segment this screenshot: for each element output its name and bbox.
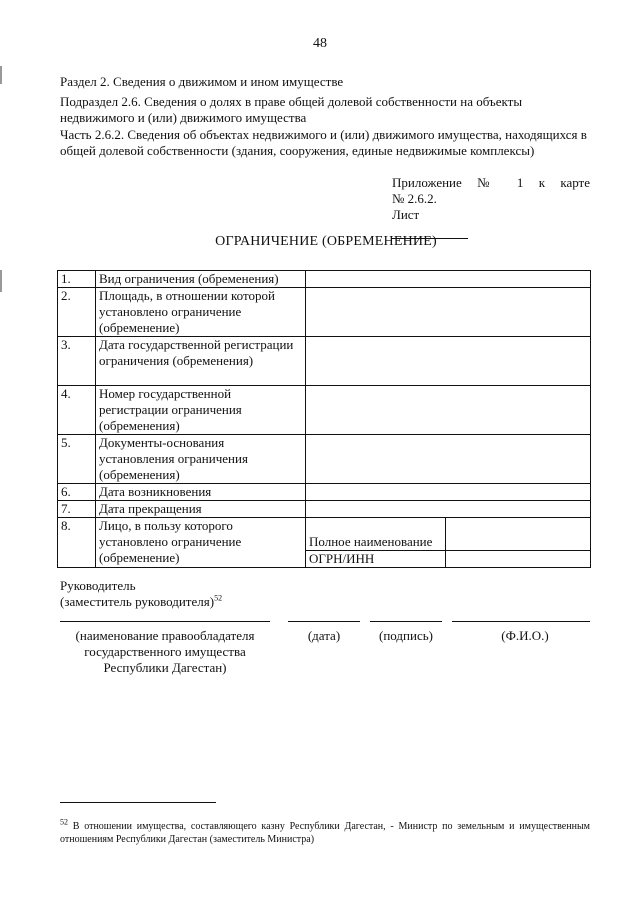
appendix-line-1: Приложение № 1 к карте [392, 175, 590, 190]
sign-caption: (подпись) [379, 628, 433, 643]
value-cell[interactable] [306, 501, 591, 518]
row-label: Площадь, в отношении которой установлено ограничение (обременение) [96, 288, 306, 337]
row-label: Вид ограничения (обременения) [96, 271, 306, 288]
holder-line[interactable] [60, 621, 270, 622]
row-number: 3. [58, 337, 96, 386]
row-number: 1. [58, 271, 96, 288]
table-row [58, 271, 591, 288]
table-row [58, 501, 591, 518]
signatory-deputy: (заместитель руководителя)$^{52}$ [60, 593, 223, 609]
value-cell[interactable] [306, 271, 591, 288]
sub-label-ogrn-inn: ОГРН/ИНН [306, 551, 446, 568]
value-cell[interactable] [306, 435, 591, 484]
date-line[interactable] [288, 621, 360, 622]
subsection-heading: Подраздел 2.6. Сведения о долях в праве общей долевой собственности на объекты недвижимого и (или) движимого имущества [60, 94, 523, 125]
row-label: Номер государственной регистрации ограничения (обременения) [96, 386, 306, 435]
footnote-divider [60, 802, 216, 803]
signatory-title: Руководитель [60, 578, 136, 593]
row-label: Документы-основания установления ограничения (обременения) [96, 435, 306, 484]
row-number: 2. [58, 288, 96, 337]
row-number: 6. [58, 484, 96, 501]
row-number: 5. [58, 435, 96, 484]
scan-edge-mark [0, 270, 2, 292]
row-number: 7. [58, 501, 96, 518]
footnote-text: В отношении имущества, составляющего казну Республики Дагестан, - Министр по земельным и имущественным отношениям Республики Дагестан (заместитель Министра) [60, 821, 590, 845]
value-cell[interactable] [306, 288, 591, 337]
row-number: 4. [58, 386, 96, 435]
row-label: Дата возникновения [96, 484, 306, 501]
table-row [58, 484, 591, 501]
holder-caption: (наименование правообладателя государственного имущества Республики Дагестан) [75, 628, 255, 675]
footnote-ref: 52 [214, 593, 223, 603]
row-label: Лицо, в пользу которого установлено ограничение (обременение) [96, 518, 306, 568]
table-row [58, 288, 591, 337]
sub-label-full-name: Полное наименование [306, 518, 446, 551]
signature-line[interactable] [370, 621, 442, 622]
full-name-value-cell[interactable] [446, 518, 591, 551]
table-row [58, 518, 591, 551]
form-title: ОГРАНИЧЕНИЕ (ОБРЕМЕНЕНИЕ) [215, 234, 437, 249]
ogrn-inn-value-cell[interactable] [446, 551, 591, 568]
date-caption: (дата) [307, 628, 341, 643]
row-label: Дата государственной регистрации ограничения (обременения) [96, 337, 306, 386]
fio-caption: (Ф.И.О.) [501, 628, 549, 643]
value-cell[interactable] [306, 386, 591, 435]
row-label: Дата прекращения [96, 501, 306, 518]
table-row [58, 337, 591, 386]
footnote-number: 52 [60, 817, 68, 827]
row-number: 8. [58, 518, 96, 568]
value-cell[interactable] [306, 337, 591, 386]
part-heading: Часть 2.6.2. Сведения об объектах недвижимого и (или) движимого имущества, находящихся в общей долевой собственности (здания, сооружения, единые недвижимые комплексы) [60, 127, 587, 158]
encumbrance-table [57, 270, 591, 568]
table-row [58, 435, 591, 484]
footnote [60, 817, 590, 846]
table-row [58, 386, 591, 435]
scan-edge-mark [0, 66, 2, 84]
sheet-label: Лист [392, 207, 420, 222]
page-number: 48 [313, 36, 327, 51]
value-cell[interactable] [306, 484, 591, 501]
appendix-line-2: № 2.6.2. [392, 191, 437, 206]
section-heading: Раздел 2. Сведения о движимом и ином имуществе [60, 74, 344, 89]
fio-line[interactable] [452, 621, 590, 622]
